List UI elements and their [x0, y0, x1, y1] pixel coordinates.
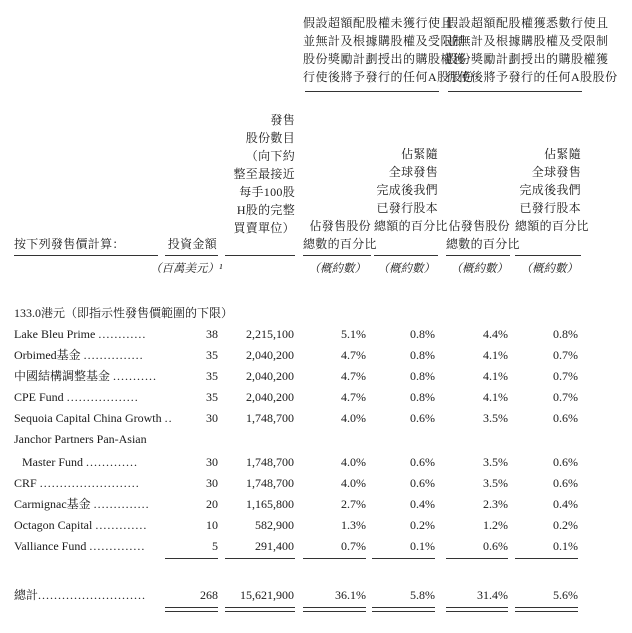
investment-amount: 10 [206, 518, 218, 532]
leader-dots: .............. [89, 539, 146, 553]
column-header-line: 發售 [270, 113, 295, 127]
column-header-line: 佔緊隨 [401, 147, 438, 161]
column-header-text: 投資金額 [167, 237, 217, 251]
investor-name [14, 409, 173, 427]
unit-label-approx: （概約數） [308, 263, 366, 275]
group-header-line: 並無計及根據購股權及受限制 [446, 34, 609, 48]
column-header-line: 總數的百分比 [303, 237, 377, 251]
total-investment-amount: 268 [200, 588, 218, 602]
column-header-line: 全球發售 [531, 165, 581, 179]
total-double-rule [303, 607, 366, 612]
column-header-line: 整至最接近 [233, 167, 295, 181]
unit-label-approx: （概約數） [520, 263, 578, 275]
investor-name [14, 430, 214, 448]
offer-shares: 2,040,200 [246, 369, 294, 383]
investor-name-text: Orbimed基金 [14, 348, 81, 362]
subtotal-rule [446, 558, 508, 559]
investor-name-text: Sequoia Capital China Growth [14, 411, 162, 425]
header-rule [446, 255, 510, 256]
pct-issued-capital-a: 0.6% [410, 411, 435, 425]
header-rule [165, 255, 218, 256]
subtotal-rule [165, 558, 218, 559]
header-rule [515, 255, 581, 256]
investment-amount: 5 [212, 539, 218, 553]
column-header-line: 買賣單位） [233, 221, 295, 235]
pct-issued-capital-b: 0.6% [553, 411, 578, 425]
offer-shares: 1,748,700 [246, 455, 294, 469]
investor-name [14, 495, 164, 513]
leader-dots: ........... [113, 369, 158, 383]
investment-amount: 30 [206, 455, 218, 469]
investor-name [14, 388, 164, 406]
table-row [0, 537, 632, 555]
column-header-investment [165, 235, 217, 253]
pct-issued-capital-b: 0.7% [553, 390, 578, 404]
pct-offer-shares-a: 4.7% [341, 348, 366, 362]
total-offer-shares: 15,621,900 [240, 588, 294, 602]
table-row [0, 495, 632, 513]
subtotal-rule [372, 558, 435, 559]
pct-offer-shares-b: 2.3% [483, 497, 508, 511]
total-double-rule [446, 607, 508, 612]
pct-offer-shares-a: 0.7% [341, 539, 366, 553]
investor-name-text: Carmignac基金 [14, 497, 91, 511]
column-header-pct-offer-b [446, 217, 520, 253]
investment-amount: 38 [206, 327, 218, 341]
investor-name [14, 346, 164, 364]
pct-offer-shares-a: 4.0% [341, 455, 366, 469]
table-row [0, 409, 632, 427]
leader-dots: ........................... [38, 588, 147, 602]
total-double-rule [165, 607, 218, 612]
pct-issued-capital-a: 0.8% [410, 390, 435, 404]
column-header-line: 完成後我們 [376, 183, 438, 197]
total-pct-issued-capital-b: 5.6% [553, 588, 578, 602]
subtotal-rule [225, 558, 295, 559]
pct-issued-capital-a: 0.6% [410, 455, 435, 469]
investor-name-text: CRF [14, 476, 37, 490]
column-header-pct-issued-b [515, 145, 589, 235]
pct-issued-capital-a: 0.2% [410, 518, 435, 532]
investment-amount: 20 [206, 497, 218, 511]
pct-issued-capital-b: 0.1% [553, 539, 578, 553]
leader-dots: ............... [83, 348, 144, 362]
pct-issued-capital-b: 0.8% [553, 327, 578, 341]
total-double-rule [372, 607, 435, 612]
column-header-line: 完成後我們 [519, 183, 581, 197]
investment-amount: 30 [206, 476, 218, 490]
investor-name-text: Master Fund [22, 455, 83, 469]
leader-dots: ............. [86, 455, 138, 469]
pct-offer-shares-a: 2.7% [341, 497, 366, 511]
pct-offer-shares-b: 4.1% [483, 348, 508, 362]
column-header-line: 佔發售股份 [309, 219, 371, 233]
group-header-line: 股份獎勵計劃授出的購股權獲 [303, 52, 466, 66]
column-header-line: H股的完整 [236, 203, 295, 217]
pct-offer-shares-b: 3.5% [483, 455, 508, 469]
column-header-line: 已發行股本 [376, 201, 438, 215]
pct-issued-capital-a: 0.6% [410, 476, 435, 490]
pct-offer-shares-b: 3.5% [483, 476, 508, 490]
total-pct-offer-shares-a: 36.1% [335, 588, 366, 602]
pct-offer-shares-a: 5.1% [341, 327, 366, 341]
pct-offer-shares-b: 0.6% [483, 539, 508, 553]
column-header-line: 總額的百分比 [515, 219, 589, 233]
column-header-line: 佔緊隨 [544, 147, 581, 161]
pct-issued-capital-b: 0.7% [553, 348, 578, 362]
pct-offer-shares-b: 1.2% [483, 518, 508, 532]
column-header-line: 每手100股 [239, 185, 295, 199]
leader-dots: ............. [95, 518, 148, 532]
pct-offer-shares-a: 4.7% [341, 369, 366, 383]
investment-amount: 35 [206, 348, 218, 362]
total-row [0, 586, 632, 604]
total-double-rule [225, 607, 295, 612]
table-row [0, 325, 632, 343]
offer-shares: 2,040,200 [246, 348, 294, 362]
total-double-rule [515, 607, 578, 612]
pct-offer-shares-a: 4.7% [341, 390, 366, 404]
offer-shares: 1,165,800 [246, 497, 294, 511]
pct-issued-capital-b: 0.4% [553, 497, 578, 511]
investor-name [14, 367, 164, 385]
investor-name-text: Lake Bleu Prime [14, 327, 96, 341]
pct-issued-capital-a: 0.4% [410, 497, 435, 511]
investment-amount: 35 [206, 369, 218, 383]
header-rule [225, 255, 295, 256]
group-header-line: 行使後將予發行的任何A股股份 [303, 70, 475, 84]
investment-amount: 35 [206, 390, 218, 404]
pct-offer-shares-a: 4.0% [341, 411, 366, 425]
column-header-line: 總數的百分比 [446, 237, 520, 251]
pct-issued-capital-b: 0.6% [553, 476, 578, 490]
total-label-text: 總計 [14, 588, 39, 602]
table-row [0, 388, 632, 406]
group-header-line: 假設超額配股權獲悉數行使且 [446, 16, 609, 30]
column-header-line: 全球發售 [388, 165, 438, 179]
group-header-line: 行使後將予發行的任何A股股份 [446, 70, 618, 84]
table-row [0, 430, 632, 448]
pct-issued-capital-b: 0.7% [553, 369, 578, 383]
offer-shares: 2,215,100 [246, 327, 294, 341]
unit-label-approx: （概約數） [450, 263, 508, 275]
table-row [0, 516, 632, 534]
group-header-rule [305, 91, 439, 92]
investor-name-text: Valliance Fund [14, 539, 87, 553]
offer-shares: 2,040,200 [246, 390, 294, 404]
investor-name [14, 325, 164, 343]
column-header-line: （向下約 [245, 149, 295, 163]
investor-name-text: Janchor Partners Pan-Asian [14, 432, 147, 446]
unit-label-investment: （百萬美元）¹ [150, 263, 223, 275]
pct-offer-shares-b: 4.1% [483, 390, 508, 404]
group-header-over-allotment-exercised [446, 14, 618, 86]
pct-issued-capital-a: 0.8% [410, 327, 435, 341]
pct-offer-shares-b: 3.5% [483, 411, 508, 425]
table-row [0, 453, 632, 471]
group-header-line: 假設超額配股權未獲行使且 [303, 16, 454, 30]
leader-dots: .. [164, 411, 173, 425]
column-header-shares [225, 111, 295, 237]
pct-offer-shares-b: 4.4% [483, 327, 508, 341]
header-rule [374, 255, 438, 256]
offer-shares: 291,400 [255, 539, 294, 553]
leader-dots: ......................... [39, 476, 140, 490]
investor-name [14, 516, 164, 534]
pct-issued-capital-b: 0.6% [553, 455, 578, 469]
subtotal-rule [515, 558, 578, 559]
investor-name [14, 537, 164, 555]
column-header-line: 已發行股本 [519, 201, 581, 215]
unit-label-approx: （概約數） [377, 263, 435, 275]
pct-issued-capital-a: 0.8% [410, 348, 435, 362]
column-header-line: 股份數目 [245, 131, 295, 145]
investor-name [22, 453, 164, 471]
group-header-line: 股份獎勵計劃授出的購股權獲 [446, 52, 609, 66]
column-header-pct-offer-a [303, 217, 377, 253]
table-row [0, 367, 632, 385]
subtotal-rule [303, 558, 366, 559]
column-header-text: 按下列發售價計算： [14, 237, 125, 251]
offer-shares: 1,748,700 [246, 411, 294, 425]
pct-issued-capital-a: 0.1% [410, 539, 435, 553]
offer-shares: 1,748,700 [246, 476, 294, 490]
leader-dots: .................. [66, 390, 139, 404]
table-row [0, 474, 632, 492]
total-pct-issued-capital-a: 5.8% [410, 588, 435, 602]
total-label [14, 586, 164, 604]
investor-name [14, 474, 164, 492]
header-rule [303, 255, 371, 256]
offer-shares: 582,900 [255, 518, 294, 532]
header-rule [14, 255, 158, 256]
leader-dots: .............. [93, 497, 150, 511]
investor-name-text: Octagon Capital [14, 518, 93, 532]
pct-issued-capital-b: 0.2% [553, 518, 578, 532]
investor-name-text: 中國結構調整基金 [14, 369, 111, 383]
group-header-over-allotment-not-exercised [303, 14, 475, 86]
column-header-pct-issued-a [374, 145, 448, 235]
group-header-line: 並無計及根據購股權及受限制 [303, 34, 466, 48]
column-header-offer-price [14, 235, 125, 253]
leader-dots: ............ [98, 327, 147, 341]
column-header-line: 總額的百分比 [374, 219, 448, 233]
pct-offer-shares-a: 1.3% [341, 518, 366, 532]
group-header-rule [448, 91, 582, 92]
pct-offer-shares-b: 4.1% [483, 369, 508, 383]
investor-name-text: CPE Fund [14, 390, 64, 404]
pct-issued-capital-a: 0.8% [410, 369, 435, 383]
section-title: 133.0港元（即指示性發售價範圍的下限） [14, 306, 234, 320]
total-pct-offer-shares-b: 31.4% [477, 588, 508, 602]
table-row [0, 346, 632, 364]
pct-offer-shares-a: 4.0% [341, 476, 366, 490]
investment-amount: 30 [206, 411, 218, 425]
column-header-line: 佔發售股份 [448, 219, 510, 233]
